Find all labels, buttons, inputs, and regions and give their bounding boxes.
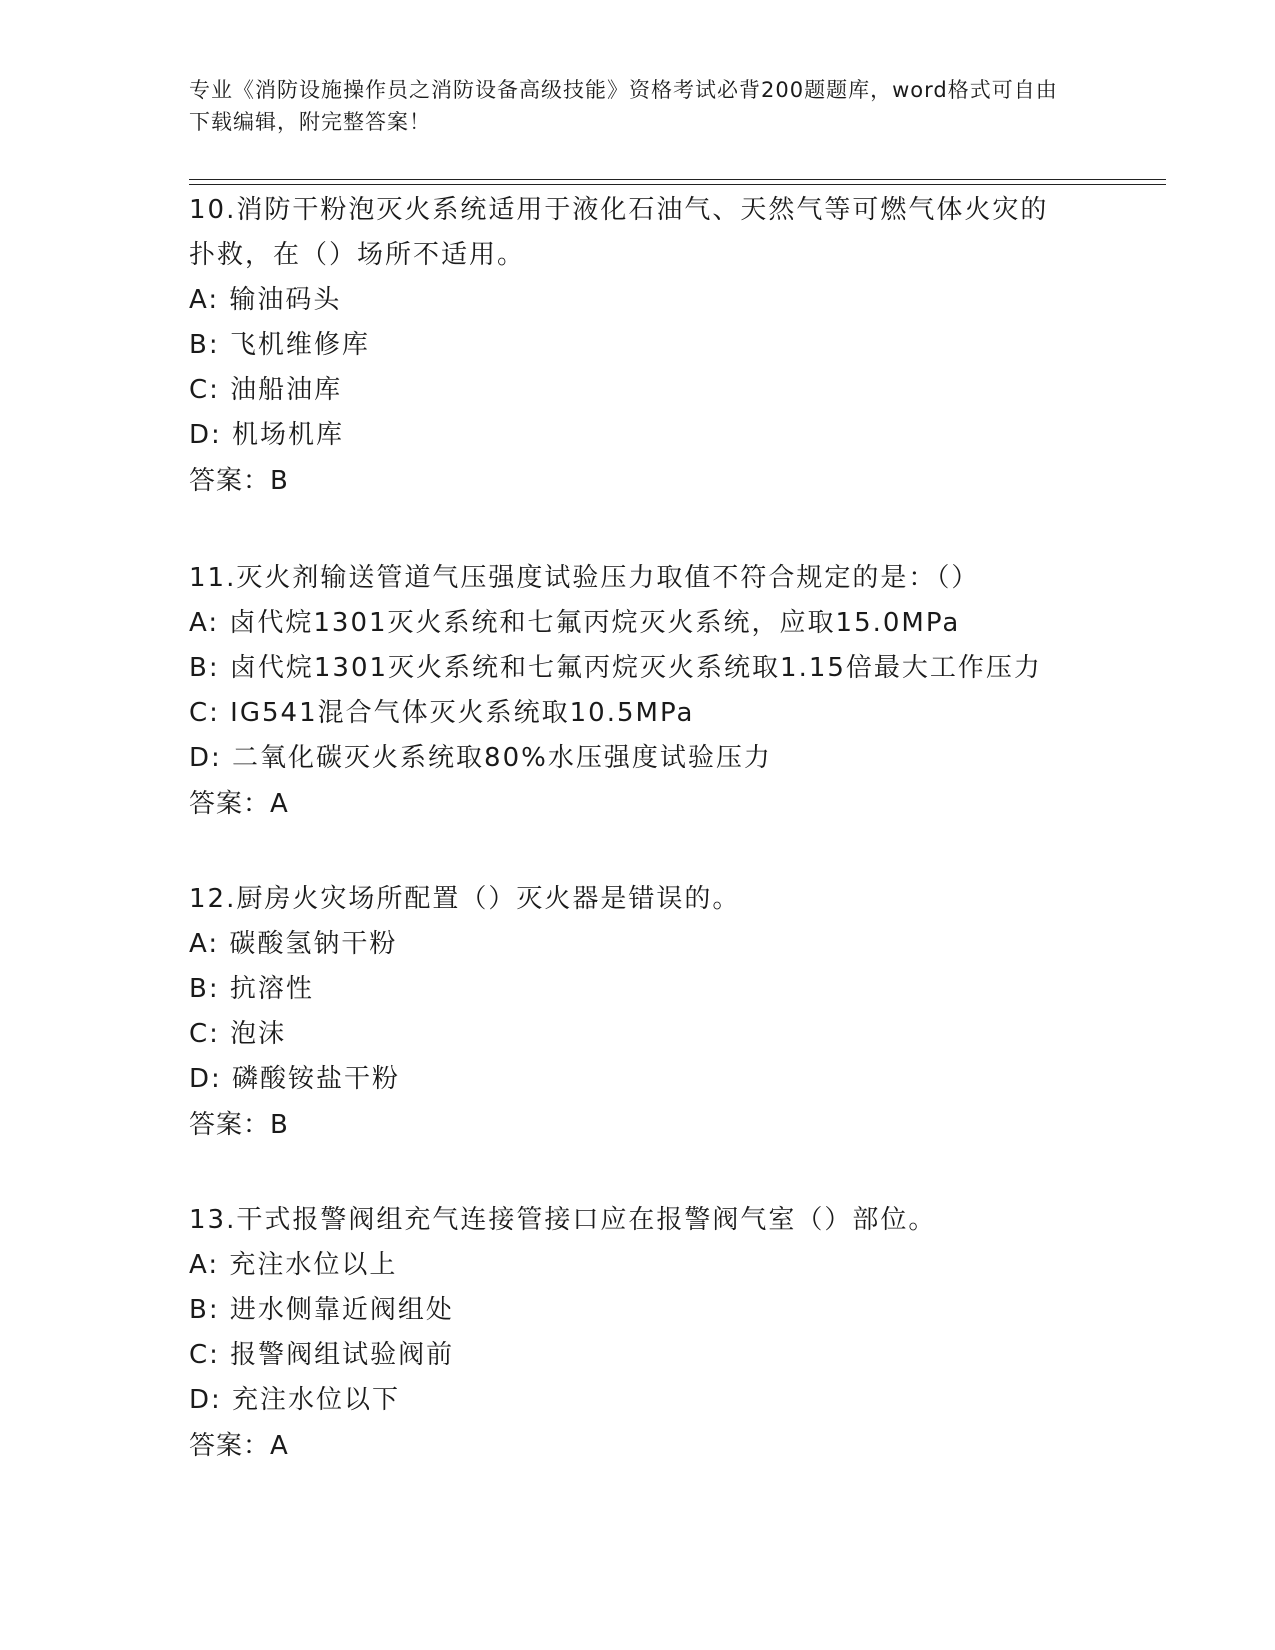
option-d: D: 二氧化碳灭火系统取80%水压强度试验压力 bbox=[189, 743, 772, 773]
option-b: B: 卤代烷1301灭火系统和七氟丙烷灭火系统取1.15倍最大工作压力 bbox=[189, 653, 1042, 683]
option-c: C: IG541混合气体灭火系统取10.5MPa bbox=[189, 698, 695, 728]
option-c: C: 油船油库 bbox=[189, 375, 343, 405]
answer-label: 答案： bbox=[189, 1110, 271, 1140]
option-b: B: 进水侧靠近阀组处 bbox=[189, 1295, 454, 1325]
header-divider-bottom bbox=[189, 184, 1166, 185]
answer-label: 答案： bbox=[189, 789, 271, 819]
question-12 bbox=[189, 877, 1089, 1148]
answer bbox=[189, 458, 1089, 504]
option-c: C: 泡沫 bbox=[189, 1019, 287, 1049]
option-d: D: 充注水位以下 bbox=[189, 1385, 401, 1415]
answer-value: A bbox=[270, 1431, 289, 1461]
question-stem: 12.厨房火灾场所配置（）灭火器是错误的。 bbox=[189, 884, 741, 914]
header-divider-top bbox=[189, 179, 1166, 180]
question-stem: 11.灭火剂输送管道气压强度试验压力取值不符合规定的是：（） bbox=[189, 563, 980, 593]
option-b: B: 抗溶性 bbox=[189, 974, 314, 1004]
question-stem: 13.干式报警阀组充气连接管接口应在报警阀气室（）部位。 bbox=[189, 1205, 937, 1235]
question-11 bbox=[189, 556, 1089, 827]
document-header: 专业《消防设施操作员之消防设备高级技能》资格考试必背200题题库，word格式可自由下载编辑，附完整答案！ bbox=[189, 78, 1058, 134]
answer-value: B bbox=[270, 1110, 289, 1140]
question-13 bbox=[189, 1198, 1089, 1469]
option-a: A: 充注水位以上 bbox=[189, 1250, 398, 1280]
answer-label: 答案： bbox=[189, 1431, 271, 1461]
answer-value: B bbox=[270, 466, 289, 496]
option-d: D: 机场机库 bbox=[189, 420, 345, 450]
question-10 bbox=[189, 188, 1089, 504]
option-d: D: 磷酸铵盐干粉 bbox=[189, 1064, 401, 1094]
answer bbox=[189, 781, 1089, 827]
option-a: A: 卤代烷1301灭火系统和七氟丙烷灭火系统，应取15.0MPa bbox=[189, 608, 961, 638]
option-c: C: 报警阀组试验阀前 bbox=[189, 1340, 455, 1370]
option-a: A: 输油码头 bbox=[189, 285, 342, 315]
option-b: B: 飞机维修库 bbox=[189, 330, 370, 360]
answer bbox=[189, 1102, 1089, 1148]
answer-value: A bbox=[270, 789, 289, 819]
answer bbox=[189, 1423, 1089, 1469]
answer-label: 答案： bbox=[189, 466, 271, 496]
question-stem: 10.消防干粉泡灭火系统适用于液化石油气、天然气等可燃气体火灾的 bbox=[189, 195, 1049, 225]
question-stem-continued: 扑救，在（）场所不适用。 bbox=[189, 240, 526, 270]
option-a: A: 碳酸氢钠干粉 bbox=[189, 929, 398, 959]
